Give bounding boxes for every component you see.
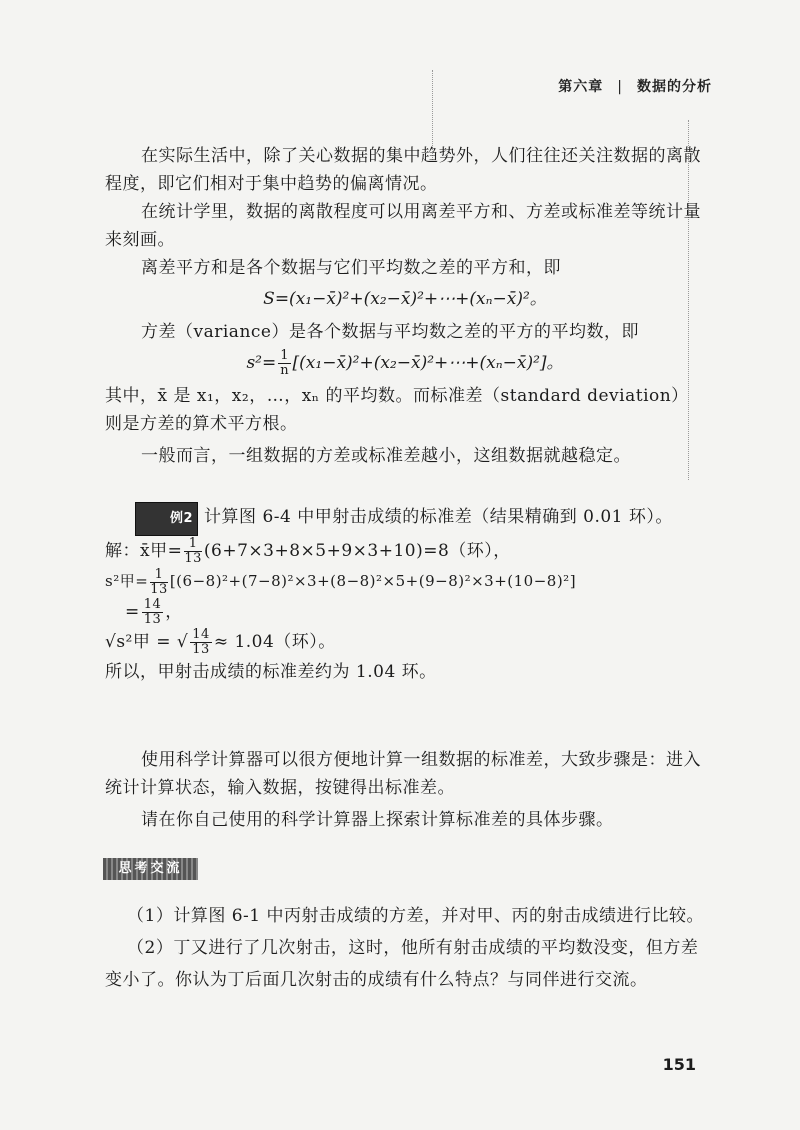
solution-line (105, 536, 705, 566)
solution-text: = (125, 601, 140, 622)
paragraph: 一般而言，一组数据的方差或标准差越小，这组数据就越稳定。 (141, 446, 631, 466)
example-badge: 例2 (135, 502, 198, 536)
denominator: 13 (184, 551, 202, 566)
formula-part: s²= (246, 353, 277, 373)
running-header (558, 76, 712, 96)
fraction (184, 537, 202, 566)
numerator: 1 (184, 537, 202, 552)
calculator-note (105, 746, 705, 834)
fraction (150, 568, 168, 597)
fraction (278, 349, 290, 378)
sum-of-squares-formula: S=(x₁−x̄)²+(x₂−x̄)²+⋯+(xₙ−x̄)²。 (263, 289, 547, 309)
fraction (190, 628, 212, 657)
solution-text: 解：x̄甲= (105, 541, 183, 561)
solution-text: (6+7×3+8×5+9×3+10)=8（环）， (203, 541, 511, 561)
fraction (142, 598, 164, 627)
paragraph: 使用科学计算器可以很方便地计算一组数据的标准差，大致步骤是：进入统计计算状态，输入数据，按键得出标准差。 (105, 750, 701, 798)
solution-conclusion: 所以，甲射击成绩的标准差约为 1.04 环。 (105, 661, 437, 682)
numerator: 1 (150, 568, 168, 583)
numerator: 1 (280, 348, 289, 363)
discussion-question: （1）计算图 6-1 中丙射击成绩的方差，并对甲、丙的射击成绩进行比较。 (127, 906, 704, 926)
discussion-question: （2）丁又进行了几次射击，这时，他所有射击成绩的平均数没变，但方差变小了。你认为丁后面几次射击的成绩有什么特点？与同伴进行交流。 (105, 938, 699, 990)
paragraph: 方差（variance）是各个数据与平均数之差的平方的平均数，即 (141, 322, 639, 342)
intro-section (105, 142, 705, 470)
solution-text: [(6−8)²+(7−8)²×3+(8−8)²×5+(9−8)²×3+(10−8)²] (169, 572, 577, 590)
numerator: 14 (192, 626, 210, 642)
paragraph: 在实际生活中，除了关心数据的集中趋势外，人们往往还关注数据的离散程度，即它们相对于集中趋势的偏离情况。 (105, 146, 701, 194)
solution-line (105, 627, 705, 657)
discussion-section (105, 900, 705, 996)
denominator: 13 (192, 641, 210, 657)
variance-formula (105, 348, 705, 378)
chapter-title: 数据的分析 (637, 79, 712, 95)
example-question (105, 502, 705, 536)
formula-part: [(x₁−x̄)²+(x₂−x̄)²+⋯+(xₙ−x̄)²]。 (292, 353, 564, 373)
solution-text: √s²甲 = √ (105, 631, 189, 652)
solution-text: ， (165, 601, 183, 622)
denominator: n (280, 363, 289, 378)
chapter-label: 第六章 (558, 79, 604, 95)
paragraph: 离差平方和是各个数据与它们平均数之差的平方和，即 (141, 258, 561, 278)
think-and-discuss-banner: 思考交流 (103, 858, 198, 880)
solution-text: ≈ 1.04（环）。 (213, 631, 336, 652)
solution-line (105, 566, 705, 597)
denominator: 13 (150, 581, 168, 597)
page-number: 151 (662, 1055, 696, 1074)
example-section (105, 502, 705, 687)
paragraph: 其中，x̄ 是 x₁，x₂，…，xₙ 的平均数。而标准差（standard deviation）则是方差的算术平方根。 (105, 386, 689, 434)
solution-line (105, 597, 705, 627)
denominator: 13 (143, 611, 162, 627)
paragraph: 请在你自己使用的科学计算器上探索计算标准差的具体步骤。 (141, 810, 614, 830)
header-separator: | (617, 79, 623, 95)
example-question-text: 计算图 6-4 中甲射击成绩的标准差（结果精确到 0.01 环）。 (204, 507, 673, 527)
solution-text: s²甲= (105, 572, 149, 590)
numerator: 14 (143, 596, 162, 612)
paragraph: 在统计学里，数据的离散程度可以用离差平方和、方差或标准差等统计量来刻画。 (105, 202, 701, 250)
